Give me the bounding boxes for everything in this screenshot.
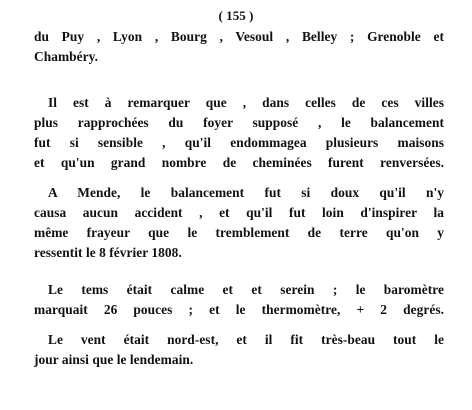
text-line: jour ainsi que le lendemain. [34,352,194,367]
text-line: ressentit le 8 février 1808. [34,245,182,260]
page-number: ( 155 ) [218,8,254,23]
text-line: Le tems était calme et et serein ; le baromètre [48,282,444,297]
text-line: plus rapprochées du foyer supposé , le balancement [34,115,444,130]
paragraph-weather [34,280,444,320]
text-line: marquait 26 pouces ; et le thermomètre, + 2 degrés. [34,302,444,317]
text-line: A Mende, le balancement fut si doux qu'il n'y [48,185,444,200]
text-line: causa aucun accident , et qu'il fut loin d'inspirer la [34,205,444,220]
paragraph-wind [34,330,444,370]
paragraph-mende [34,183,444,263]
text-line: fut si sensible , qu'il endommagea plusieurs maisons [34,135,444,150]
text-line: et qu'un grand nombre de cheminées furent renversées. [34,155,444,170]
text-line: Chambéry. [34,49,99,64]
paragraph-cities [34,27,444,67]
text-line: Il est à remarquer que , dans celles de ces villes [48,95,444,110]
paragraph-remark [34,93,444,173]
text-line: du Puy , Lyon , Bourg , Vesoul , Belley ; Grenoble et [34,29,444,44]
text-line: Le vent était nord-est, et il fit très-beau tout le [48,332,444,347]
text-line: même frayeur que le tremblement de terre qu'on y [34,225,444,240]
